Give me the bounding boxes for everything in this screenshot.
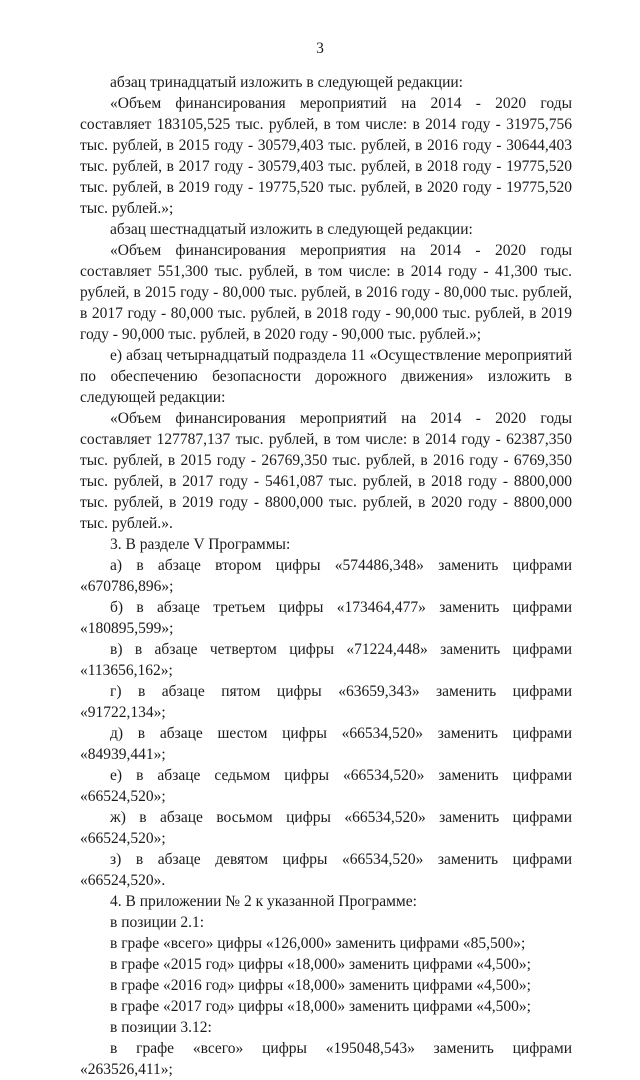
paragraph-18: в графе «всего» цифры «126,000» заменить цифрами «85,500»;: [110, 935, 526, 952]
paragraph-14: ж) в абзаце восьмом цифры «66534,520» заменить цифрами «66524,520»;: [80, 809, 572, 847]
paragraph-16: 4. В приложении № 2 к указанной Программе:: [110, 893, 417, 910]
paragraph-15: з) в абзаце девятом цифры «66534,520» заменить цифрами «66524,520».: [80, 851, 572, 889]
paragraph-13: е) в абзаце седьмом цифры «66534,520» заменить цифрами «66524,520»;: [80, 767, 572, 805]
paragraph-6: «Объем финансирования мероприятий на 2014 - 2020 годы составляет 127787,137 тыс. рублей, в том числе: в 2014 году - 62387,350 тыс. рублей, в 2015 году - 26769,350 тыс. рублей, в 2016 году - 6769,350 тыс. рублей, в 2017 году - 5461,087 тыс. рублей, в 2018 году - 8800,000 тыс. рублей, в 2019 году - 8800,000 тыс. рублей, в 2020 году - 8800,000 тыс. рублей.».: [80, 410, 572, 532]
paragraph-2: «Объем финансирования мероприятий на 2014 - 2020 годы составляет 183105,525 тыс. рублей, в том числе: в 2014 году - 31975,756 тыс. рублей, в 2015 году - 30579,403 тыс. рублей, в 2016 году - 30644,403 тыс. рублей, в 2017 году - 30579,403 тыс. рублей, в 2018 году - 19775,520 тыс. рублей, в 2019 году - 19775,520 тыс. рублей, в 2020 году - 19775,520 тыс. рублей.»;: [80, 95, 572, 217]
paragraph-5: е) абзац четырнадцатый подраздела 11 «Осуществление мероприятий по обеспечению безопасности дорожного движения» изложить в следующей редакции:: [80, 347, 572, 406]
paragraph-7: 3. В разделе V Программы:: [110, 536, 291, 553]
paragraph-22: в позиции 3.12:: [110, 1019, 212, 1036]
paragraph-4: «Объем финансирования мероприятия на 2014 - 2020 годы составляет 551,300 тыс. рублей, в том числе: в 2014 году - 41,300 тыс. рублей, в 2015 году - 80,000 тыс. рублей, в 2016 году - 80,000 тыс. рублей, в 2017 году - 80,000 тыс. рублей, в 2018 году - 90,000 тыс. рублей, в 2019 году - 90,000 тыс. рублей, в 2020 году - 90,000 тыс. рублей.»;: [80, 242, 572, 343]
paragraph-19: в графе «2015 год» цифры «18,000» заменить цифрами «4,500»;: [110, 956, 531, 973]
page-number: 3: [316, 40, 324, 57]
paragraph-21: в графе «2017 год» цифры «18,000» заменить цифрами «4,500»;: [110, 998, 531, 1015]
document-body: [80, 72, 572, 1080]
paragraph-3: абзац шестнадцатый изложить в следующей редакции:: [110, 221, 473, 238]
paragraph-11: г) в абзаце пятом цифры «63659,343» заменить цифрами «91722,134»;: [80, 683, 572, 721]
paragraph-17: в позиции 2.1:: [110, 914, 205, 931]
paragraph-9: б) в абзаце третьем цифры «173464,477» заменить цифрами «180895,599»;: [80, 599, 572, 637]
paragraph-23: в графе «всего» цифры «195048,543» заменить цифрами «263526,411»;: [80, 1040, 572, 1078]
paragraph-10: в) в абзаце четвертом цифры «71224,448» заменить цифрами «113656,162»;: [80, 641, 572, 679]
paragraph-12: д) в абзаце шестом цифры «66534,520» заменить цифрами «84939,441»;: [80, 725, 572, 763]
paragraph-8: а) в абзаце втором цифры «574486,348» заменить цифрами «670786,896»;: [80, 557, 572, 595]
paragraph-20: в графе «2016 год» цифры «18,000» заменить цифрами «4,500»;: [110, 977, 531, 994]
paragraph-1: абзац тринадцатый изложить в следующей редакции:: [110, 74, 463, 91]
